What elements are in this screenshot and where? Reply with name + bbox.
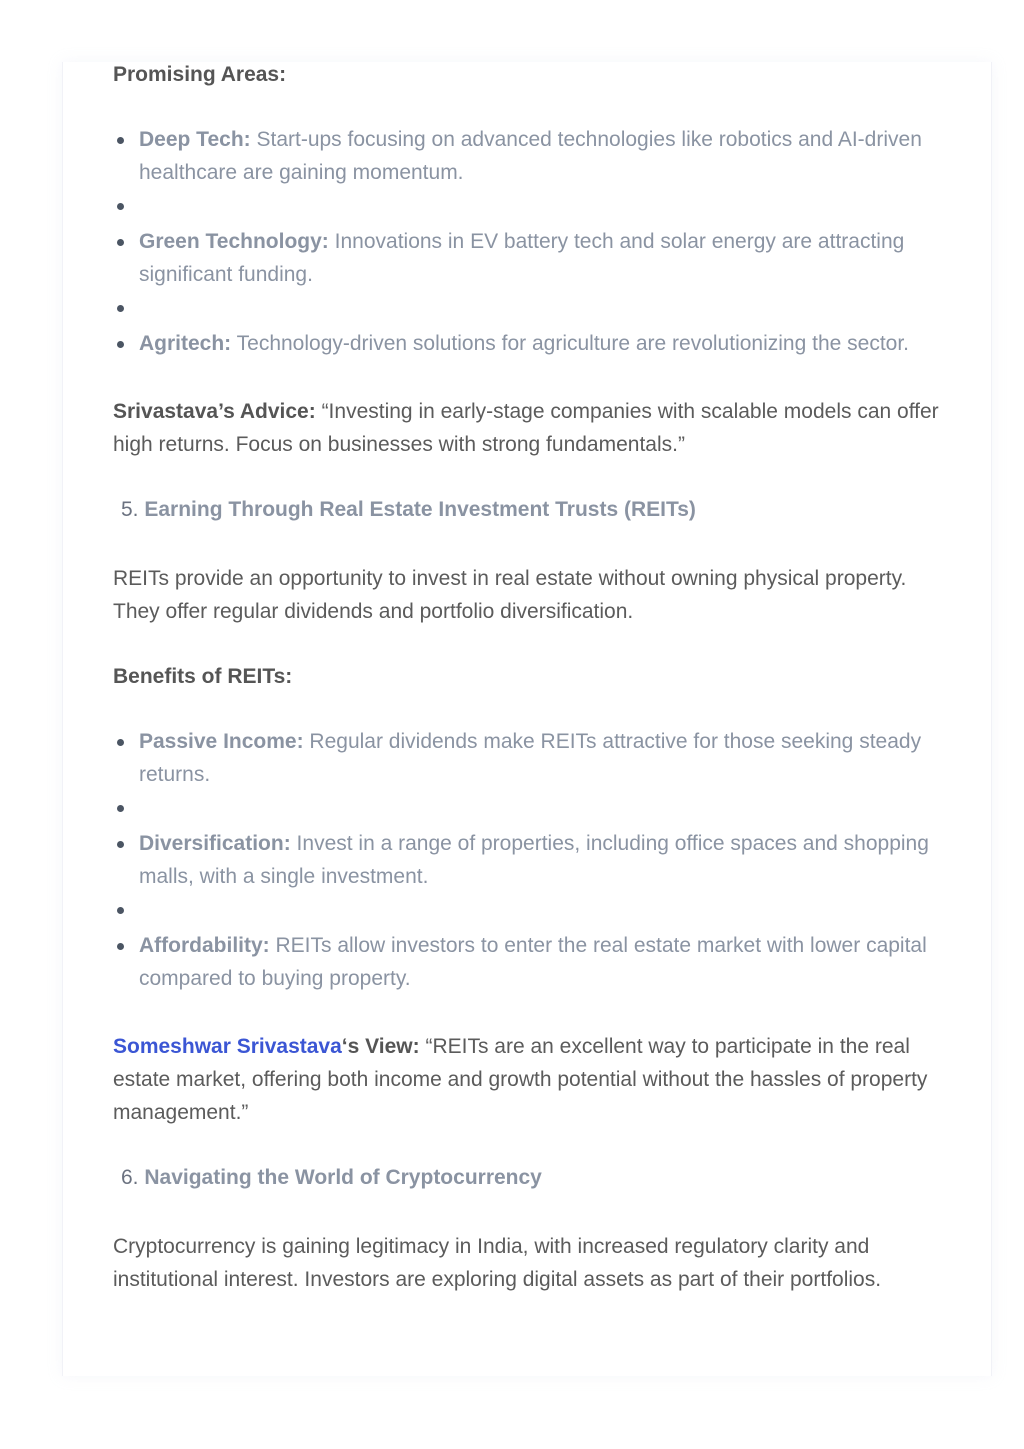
reits-intro: REITs provide an opportunity to invest in real estate without owning physical property. They offer regular dividends and portfolio diversification. [113,567,907,623]
section-title: Navigating the World of Cryptocurrency [144,1166,542,1189]
bullet-term: Agritech: [139,332,232,355]
section-number: 6. [121,1166,139,1189]
benefits-list [113,725,943,995]
bullet-text: Invest in a range of properties, including office spaces and shopping malls, with a single investment. [139,832,929,888]
bullet-term: Green Technology: [139,230,329,253]
promising-areas-list [113,123,943,360]
list-item [113,327,943,360]
bullet-text: Technology-driven solutions for agriculture are revolutionizing the sector. [231,332,910,355]
list-item [113,225,943,291]
bullet-text: Start-ups focusing on advanced technologies like robotics and AI-driven healthcare are gaining momentum. [139,128,922,184]
section-number: 5. [121,498,139,521]
list-item [113,123,943,189]
view-text: “REITs are an excellent way to participate in the real estate market, offering both income and growth potential without the hassles of property management.” [113,1035,928,1124]
section-title: Earning Through Real Estate Investment Trusts (REITs) [144,498,696,521]
advice-paragraph [113,395,943,461]
view-label: ‘s View: [341,1035,420,1058]
promising-areas-heading: Promising Areas: [113,63,287,86]
crypto-intro: Cryptocurrency is gaining legitimacy in India, with increased regulatory clarity and institutional interest. Investors are exploring digital assets as part of their portfolios. [113,1235,882,1291]
section-5-heading [113,493,943,526]
author-link[interactable]: Someshwar Srivastava [113,1035,342,1058]
bullet-term: Passive Income: [139,730,304,753]
list-item [113,929,943,995]
bullet-text: Innovations in EV battery tech and solar energy are attracting significant funding. [139,230,905,286]
benefits-heading: Benefits of REITs: [113,665,293,688]
bullet-term: Deep Tech: [139,128,251,151]
bullet-text: REITs allow investors to enter the real estate market with lower capital compared to buying property. [139,934,927,990]
bullet-text: Regular dividends make REITs attractive for those seeking steady returns. [139,730,922,786]
section-6-heading [113,1161,943,1194]
list-item [113,725,943,791]
bullet-term: Diversification: [139,832,291,855]
article-content [113,58,943,1296]
list-item [113,827,943,893]
bullet-term: Affordability: [139,934,270,957]
advice-text: “Investing in early-stage companies with scalable models can offer high returns. Focus on businesses with strong fundamentals.” [113,400,939,456]
advice-label: Srivastava’s Advice: [113,400,316,423]
srivastava-view-paragraph [113,1030,943,1129]
